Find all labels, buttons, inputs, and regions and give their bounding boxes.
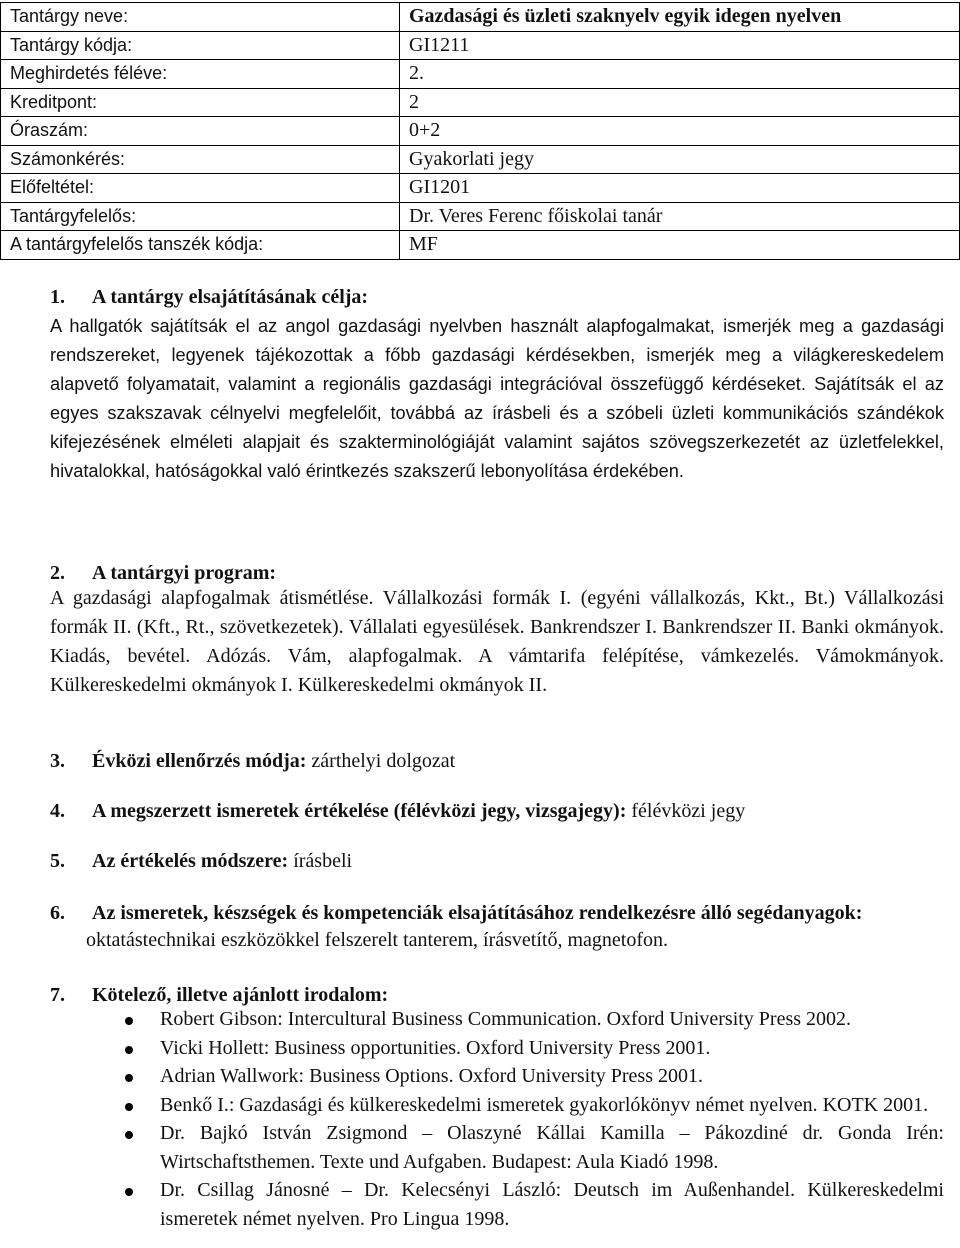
info-row-assessment [1,145,960,174]
section-title: A tantárgy elsajátításának célja: [92,286,369,308]
info-value: MF [400,231,960,260]
section-4-heading [50,800,745,823]
section-title: Az ismeretek, készségek és kompetenciák elsajátításához rendelkezésre álló segédanyagok: [92,902,863,924]
section-number: 6. [50,902,65,924]
section-2-heading [50,562,276,585]
info-value: Gazdasági és üzleti szaknyelv egyik idegen nyelven [400,3,960,32]
info-value: 2 [400,88,960,117]
section-number: 5. [50,850,65,872]
bullet-icon [125,1188,133,1196]
info-row-prerequisite [1,174,960,203]
info-value: Dr. Veres Ferenc főiskolai tanár [400,202,960,231]
list-item [50,1176,944,1233]
section-number: 7. [50,984,65,1006]
reference-text: Dr. Bajkó István Zsigmond – Olaszyné Kállai Kamilla – Pákozdiné dr. Gonda Irén: Wirtschaftsthemen. Texte und Aufgaben. Budapest: Aula Kiadó 1998. [160,1122,944,1173]
section-value: zárthelyi dolgozat [311,750,456,772]
reference-text: Adrian Wallwork: Business Options. Oxford University Press 2001. [160,1065,703,1087]
list-item [50,1119,944,1176]
info-label: Óraszám: [1,117,400,146]
reference-text: Vicki Hollett: Business opportunities. Oxford University Press 2001. [160,1036,711,1059]
info-label: A tantárgyfelelős tanszék kódja: [1,231,400,260]
info-row-hours [1,117,960,146]
info-value: Gyakorlati jegy [400,145,960,174]
list-item [50,1091,944,1120]
list-item [50,1005,944,1034]
reference-list [50,1005,944,1233]
info-label: Tantárgyfelelős: [1,202,400,231]
info-row-responsible [1,202,960,231]
section-value: írásbeli [293,850,353,872]
info-row-name [1,3,960,32]
section-number: 2. [50,562,65,584]
section-1-heading [50,286,368,309]
reference-text: Dr. Csillag Jánosné – Dr. Kelecsényi László: Deutsch im Außenhandel. Külkereskedelmi ismeretek német nyelven. Pro Lingua 1998. [160,1179,944,1230]
section-number: 3. [50,750,65,772]
info-value: 2. [400,60,960,89]
section-title: A megszerzett ismeretek értékelése (félévközi jegy, vizsgajegy): [92,800,627,822]
reference-text: Benkő I.: Gazdasági és külkereskedelmi ismeretek gyakorlókönyv német nyelven. KOTK 2001. [160,1093,929,1116]
info-value: GI1201 [400,174,960,203]
section-6-heading [50,902,862,925]
section-title: A tantárgyi program: [92,562,277,584]
section-value: félévközi jegy [631,800,746,822]
section-2-text: A gazdasági alapfogalmak átismétlése. Vállalkozási formák I. (egyéni vállalkozás, Kkt., Bt.) Vállalkozási formák II. (Kft., Rt., szövetkezetek). Vállalati egyesülések. Bankrendszer I. Bankrendszer II. Banki okmányok. Kiadás, bevétel. Adózás. Vám, alapfogalmak. A vámtarifa felépítése, vámkezelés. Vámokmányok. Külkereskedelmi okmányok I. Külkereskedelmi okmányok II. [50,587,944,696]
section-1-text: A hallgatók sajátítsák el az angol gazdasági nyelvben használt alapfogalmakat, ismerjék meg a gazdasági rendszereket, legyenek tájékozottak a főbb gazdasági kérdésekben, ismerjék meg a világkereskedelem alapvető folyamatait, valamint a regionális gazdasági integrációval összefüggő kérdéseket. Sajátítsák el az egyes szakszavak célnyelvi megfelelőit, továbbá az írásbeli és a szóbeli üzleti kommunikációs szándékok kifejezésének elméleti alapjait és szakterminológiáját valamint sajátos szövegszerkezetét az üzletfelekkel, hivatalokkal, hatóságokkal való érintkezés szakszerű lebonyolítása érdekében. [50,316,944,481]
section-number: 4. [50,800,65,822]
list-item [50,1034,944,1063]
info-label: Meghirdetés féléve: [1,60,400,89]
bullet-icon [125,1046,133,1054]
list-item [50,1062,944,1091]
bullet-icon [125,1017,133,1025]
section-title: Az értékelés módszere: [92,850,289,872]
bullet-icon [125,1103,133,1111]
section-7-heading [50,984,388,1007]
info-label: Előfeltétel: [1,174,400,203]
info-row-credits [1,88,960,117]
info-label: Számonkérés: [1,145,400,174]
info-row-semester [1,60,960,89]
info-row-department [1,231,960,260]
section-3-heading [50,750,455,773]
section-5-heading [50,850,352,873]
info-label: Kreditpont: [1,88,400,117]
info-label: Tantárgy neve: [1,3,400,32]
info-row-code [1,31,960,60]
reference-text: Robert Gibson: Intercultural Business Communication. Oxford University Press 2002. [160,1008,852,1030]
info-value: GI1211 [400,31,960,60]
bullet-icon [125,1074,133,1082]
section-title: Kötelező, illetve ajánlott irodalom: [92,984,389,1006]
bullet-icon [125,1131,133,1139]
info-value: 0+2 [400,117,960,146]
info-label: Tantárgy kódja: [1,31,400,60]
course-info-table [0,2,960,260]
section-number: 1. [50,286,65,308]
section-6-text: oktatástechnikai eszközökkel felszerelt tanterem, írásvetítő, magnetofon. [86,929,668,951]
section-title: Évközi ellenőrzés módja: [92,750,307,772]
